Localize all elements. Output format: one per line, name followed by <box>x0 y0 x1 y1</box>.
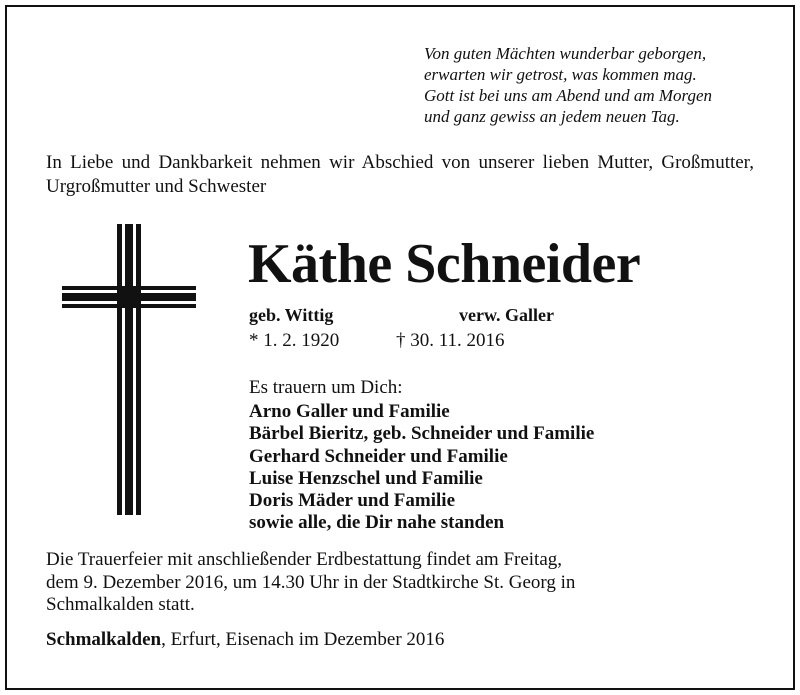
mourner-name: Arno Galler und Familie <box>249 401 450 422</box>
mourners-list <box>249 401 594 535</box>
death-date: † 30. 11. 2016 <box>396 330 505 351</box>
place-rest: , Erfurt, Eisenach im Dezember 2016 <box>161 629 445 650</box>
deceased-name: Käthe Schneider <box>248 233 641 295</box>
place-primary: Schmalkalden <box>46 629 162 650</box>
place-date-line <box>46 629 444 651</box>
funeral-line: Schmalkalden statt. <box>46 594 195 615</box>
mourners-heading: Es trauern um Dich: <box>249 377 403 398</box>
widowed-name: verw. Galler <box>459 305 554 325</box>
mourner-name: Doris Mäder und Familie <box>249 490 456 512</box>
funeral-line: Die Trauerfeier mit anschließender Erdbestattung findet am Freitag, <box>46 549 563 570</box>
poem <box>424 43 784 127</box>
birth-name: geb. Wittig <box>249 305 334 325</box>
poem-line: und ganz gewiss an jedem neuen Tag. <box>424 107 680 126</box>
mourner-name: Gerhard Schneider und Familie <box>249 445 508 467</box>
poem-line: Gott ist bei uns am Abend und am Morgen <box>424 86 713 105</box>
mourner-name: sowie alle, die Dir nahe standen <box>249 512 505 534</box>
poem-line: erwarten wir getrost, was kommen mag. <box>424 65 697 84</box>
poem-line: Von guten Mächten wunderbar geborgen, <box>424 44 707 63</box>
mourner-name: Bärbel Bieritz, geb. Schneider und Familie <box>249 423 595 445</box>
birth-date: * 1. 2. 1920 <box>249 330 340 351</box>
funeral-notice <box>46 549 646 617</box>
intro-text: In Liebe und Dankbarkeit nehmen wir Abschied von unserer lieben Mutter, Großmutter, Urgroßmutter und Schwester <box>46 152 754 197</box>
mourner-name: Luise Henzschel und Familie <box>249 467 483 489</box>
cross-icon <box>62 224 196 515</box>
funeral-line: dem 9. Dezember 2016, um 14.30 Uhr in der Stadtkirche St. Georg in <box>46 571 576 593</box>
